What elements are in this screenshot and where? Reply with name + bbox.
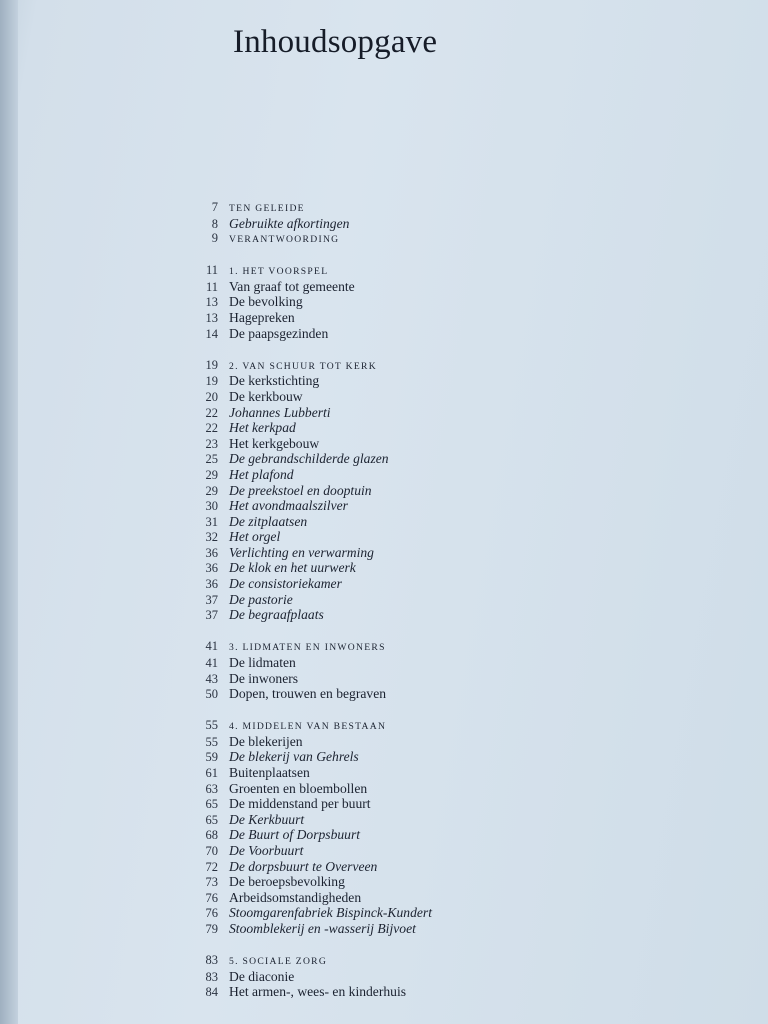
toc-entry-row [196,859,656,875]
toc-entry-title: Arbeidsomstandigheden [229,889,362,905]
toc-entry-title: De kerkstichting [229,373,320,389]
toc-page-number: 84 [205,985,218,1000]
toc-page-number: 70 [205,843,218,858]
toc-page-number: 50 [205,687,218,702]
toc-page-number: 22 [205,421,218,436]
page-spine-shadow [0,0,18,1024]
toc-page-number: 37 [205,592,218,607]
toc-page-number: 55 [205,718,218,733]
toc-entry-title: Groenten en bloembollen [229,780,368,796]
toc-entry-row [196,420,656,436]
toc-entry-title: Het avondmaalszilver [229,498,348,514]
toc-entry-title: Johannes Lubberti [229,404,331,420]
toc-page-number: 83 [205,953,218,968]
table-of-contents [196,200,656,1016]
toc-page-number: 73 [205,875,218,890]
toc-entry-title: De bevolking [229,294,303,310]
toc-entry-row [196,734,656,750]
toc-entry-row [196,905,656,921]
toc-entry-title: Van graaf tot gemeente [229,278,355,294]
toc-page-number: 31 [205,514,218,529]
toc-entry-row [196,969,656,985]
toc-entry-title: De klok en het uurwerk [229,560,356,576]
toc-entry-title: De beroepsbevolking [229,874,345,890]
toc-entry-title: Gebruikte afkortingen [229,215,350,231]
toc-entry-row [196,827,656,843]
toc-page-number: 32 [205,530,218,545]
toc-entry-row [196,749,656,765]
toc-entry-row [196,765,656,781]
toc-page-number: 55 [205,734,218,749]
toc-page-number: 72 [205,859,218,874]
toc-page-number: 11 [205,263,218,278]
page-title: Inhoudsopgave [233,24,438,60]
toc-entry-title: De paapsgezinden [229,325,329,341]
toc-entry-title: Het kerkgebouw [229,435,320,451]
toc-entry-row [196,436,656,452]
toc-entry-row [196,655,656,671]
toc-section [196,200,656,247]
toc-entry-title: De Voorbuurt [229,842,304,858]
toc-entry-title: Verlichting en verwarming [229,544,374,560]
toc-entry-row [196,279,656,295]
toc-entry-title: Stoomblekerij en -wasserij Bijvoet [229,920,416,936]
toc-entry-title: De preekstoel en dooptuin [229,482,372,498]
toc-entry-row [196,796,656,812]
toc-page-number: 63 [205,781,218,796]
toc-section [196,263,656,341]
toc-page-number: 7 [211,200,218,214]
toc-page-number: 23 [205,436,218,451]
toc-entry-title: De Buurt of Dorpsbuurt [229,827,361,843]
toc-entry-row [196,576,656,592]
toc-page-number: 36 [205,545,218,560]
toc-chapter-title: 1. HET VOORSPEL [229,266,329,278]
toc-chapter-row [196,358,656,374]
toc-entry-row [196,560,656,576]
toc-chapter-title: 5. SOCIALE ZORG [229,956,328,968]
toc-chapter-row [196,231,656,247]
toc-entry-title: De diaconie [229,968,295,984]
toc-page-number: 76 [205,890,218,905]
toc-chapter-row [196,263,656,279]
toc-page-number: 37 [205,608,218,623]
toc-entry-row [196,498,656,514]
toc-page-number: 13 [205,311,218,326]
toc-page-number: 19 [205,357,218,372]
toc-entry-row [196,373,656,389]
toc-entry-row [196,514,656,530]
toc-entry-title: De dorpsbuurt te Overveen [229,858,378,874]
toc-entry-row [196,686,656,702]
toc-entry-title: De Kerkbuurt [229,811,305,827]
toc-entry-row [196,310,656,326]
toc-page-number: 9 [211,231,218,246]
toc-entry-title: Dopen, trouwen en begraven [229,686,387,702]
toc-chapter-row [196,639,656,655]
toc-entry-row [196,216,656,232]
toc-page-number: 41 [205,655,218,670]
toc-entry-title: De blekerijen [229,733,303,749]
toc-entry-title: De inwoners [229,670,299,686]
toc-entry-title: De blekerij van Gehrels [229,749,359,765]
toc-page-number: 29 [205,467,218,482]
toc-entry-row [196,921,656,937]
toc-section [196,358,656,623]
toc-page-number: 19 [205,374,218,389]
toc-entry-row [196,874,656,890]
toc-page-number: 76 [205,906,218,921]
toc-entry-row [196,812,656,828]
toc-section [196,639,656,701]
toc-entry-title: Het armen-, wees- en kinderhuis [229,984,407,1000]
toc-entry-title: De zitplaatsen [229,513,308,529]
toc-chapter-title: 2. VAN SCHUUR TOT KERK [229,360,377,372]
toc-page-number: 83 [205,969,218,984]
toc-entry-title: De kerkbouw [229,388,303,404]
toc-entry-row [196,545,656,561]
toc-page-number: 43 [205,671,218,686]
toc-entry-row [196,592,656,608]
toc-page-number: 8 [211,216,218,231]
toc-entry-row [196,451,656,467]
toc-entry-row [196,467,656,483]
toc-entry-row [196,405,656,421]
toc-entry-title: De pastorie [229,591,293,607]
toc-entry-title: Hagepreken [229,310,295,326]
toc-page-number: 41 [205,639,218,654]
toc-entry-title: Buitenplaatsen [229,765,310,780]
toc-page-number: 36 [205,577,218,592]
toc-entry-row [196,843,656,859]
toc-page-number: 13 [205,295,218,310]
toc-page-number: 14 [205,326,218,341]
toc-page-number: 68 [205,828,218,843]
toc-chapter-row [196,953,656,969]
toc-entry-title: Het orgel [229,529,281,545]
toc-chapter-title: TEN GELEIDE [229,203,305,214]
toc-entry-title: De middenstand per buurt [229,796,371,812]
toc-entry-title: De gebrandschilderde glazen [229,451,389,467]
toc-page-number: 65 [205,797,218,812]
toc-entry-row [196,781,656,797]
toc-page-number: 79 [205,921,218,936]
toc-entry-title: De consistoriekamer [229,576,342,592]
toc-section [196,718,656,936]
toc-entry-row [196,389,656,405]
toc-entry-row [196,326,656,342]
toc-chapter-title: 3. LIDMATEN EN INWONERS [229,642,386,654]
toc-chapter-title: 4. MIDDELEN VAN BESTAAN [229,721,387,733]
toc-page-number: 25 [205,452,218,467]
toc-page-number: 36 [205,561,218,576]
toc-page-number: 22 [205,405,218,420]
toc-page-number: 11 [205,279,218,294]
toc-page-number: 29 [205,483,218,498]
toc-entry-row [196,984,656,1000]
toc-entry-row [196,294,656,310]
toc-section [196,953,656,1000]
toc-entry-row [196,483,656,499]
toc-entry-title: De begraafplaats [229,607,324,623]
toc-entry-title: De lidmaten [229,654,296,670]
toc-entry-title: Het plafond [229,466,294,482]
toc-entry-row [196,671,656,687]
toc-page-number: 59 [205,750,218,765]
toc-page-number: 20 [205,389,218,404]
toc-entry-row [196,529,656,545]
toc-chapter-row [196,200,656,216]
toc-entry-row [196,607,656,623]
toc-chapter-row [196,718,656,734]
toc-entry-row [196,890,656,906]
toc-entry-title: Stoomgarenfabriek Bispinck-Kundert [229,905,432,921]
toc-page-number: 30 [205,499,218,514]
toc-entry-title: Het kerkpad [229,420,296,436]
toc-page-number: 61 [205,766,218,780]
toc-chapter-title: VERANTWOORDING [229,234,340,246]
toc-page-number: 65 [205,812,218,827]
